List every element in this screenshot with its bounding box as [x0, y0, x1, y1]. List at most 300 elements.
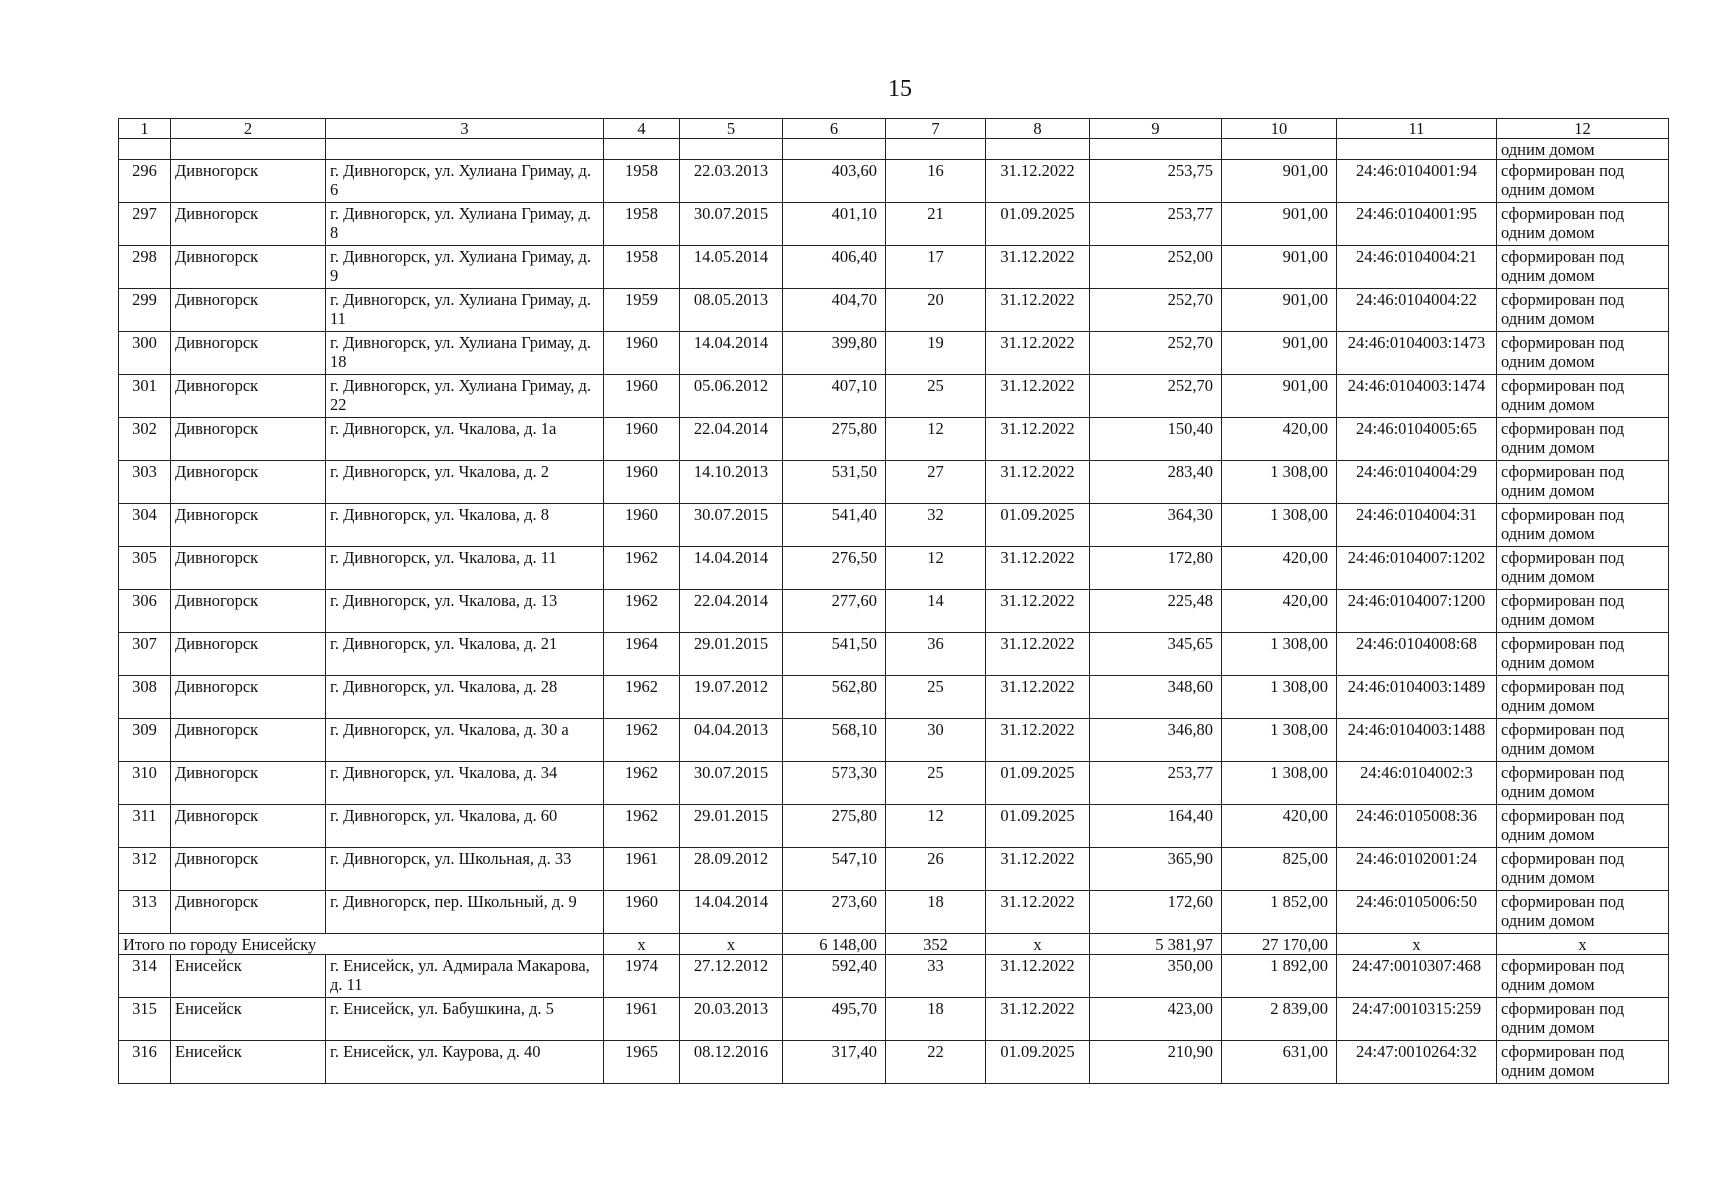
table-row	[119, 955, 1669, 998]
count-cell: 20	[886, 289, 986, 332]
cadastral-number-cell: 24:46:0104002:3	[1337, 762, 1497, 805]
city-cell: Дивногорск	[171, 719, 326, 762]
count-cell: 14	[886, 590, 986, 633]
cadastral-number-cell: 24:46:0104001:94	[1337, 160, 1497, 203]
row-number-cell: 306	[119, 590, 171, 633]
status-cell: сформирован под одним домом	[1497, 633, 1669, 676]
area-cell: 407,10	[783, 375, 886, 418]
row-number-cell: 309	[119, 719, 171, 762]
count-cell: 33	[886, 955, 986, 998]
cadastral-number-cell: 24:46:0105006:50	[1337, 891, 1497, 934]
count-cell: 12	[886, 418, 986, 461]
status-cell: сформирован под одним домом	[1497, 418, 1669, 461]
city-cell: Дивногорск	[171, 375, 326, 418]
table-row	[119, 203, 1669, 246]
cadastral-number-cell: 24:46:0104003:1473	[1337, 332, 1497, 375]
count-cell: 36	[886, 633, 986, 676]
count-cell: 26	[886, 848, 986, 891]
area-cell: 275,80	[783, 418, 886, 461]
date-cell: 14.10.2013	[680, 461, 783, 504]
count-cell: 12	[886, 805, 986, 848]
cadastral-number-cell: 24:46:0104001:95	[1337, 203, 1497, 246]
table-row	[119, 332, 1669, 375]
count-cell: 17	[886, 246, 986, 289]
row-number-cell: 302	[119, 418, 171, 461]
date-cell: 29.01.2015	[680, 805, 783, 848]
deadline-cell: 01.09.2025	[986, 504, 1090, 547]
table-row	[119, 805, 1669, 848]
row-number-cell: 303	[119, 461, 171, 504]
city-cell: Дивногорск	[171, 547, 326, 590]
year-cell: 1962	[604, 719, 680, 762]
count-cell: 12	[886, 547, 986, 590]
header-cell: 10	[1222, 119, 1337, 139]
row-number-cell: 307	[119, 633, 171, 676]
city-cell: Дивногорск	[171, 461, 326, 504]
deadline-cell: 31.12.2022	[986, 676, 1090, 719]
area-cell: 568,10	[783, 719, 886, 762]
address-cell: г. Дивногорск, пер. Школьный, д. 9	[326, 891, 604, 934]
address-cell: г. Дивногорск, ул. Чкалова, д. 28	[326, 676, 604, 719]
area2-cell: 252,70	[1090, 289, 1222, 332]
deadline-cell: 31.12.2022	[986, 955, 1090, 998]
area2-cell: 348,60	[1090, 676, 1222, 719]
deadline-cell: 31.12.2022	[986, 719, 1090, 762]
deadline-cell: 01.09.2025	[986, 762, 1090, 805]
address-cell: г. Дивногорск, ул. Чкалова, д. 11	[326, 547, 604, 590]
area2-cell: 364,30	[1090, 504, 1222, 547]
total-status-cell: х	[1497, 934, 1669, 955]
area2-cell: 172,80	[1090, 547, 1222, 590]
row-number-cell: 310	[119, 762, 171, 805]
land-area-cell: 1 308,00	[1222, 504, 1337, 547]
deadline-cell: 31.12.2022	[986, 590, 1090, 633]
year-cell: 1965	[604, 1041, 680, 1084]
address-cell: г. Дивногорск, ул. Хулиана Гримау, д. 18	[326, 332, 604, 375]
count-cell: 32	[886, 504, 986, 547]
cadastral-number-cell: 24:46:0104007:1200	[1337, 590, 1497, 633]
address-cell: г. Дивногорск, ул. Чкалова, д. 13	[326, 590, 604, 633]
city-cell: Дивногорск	[171, 203, 326, 246]
total-count-cell: 352	[886, 934, 986, 955]
header-cell: 2	[171, 119, 326, 139]
count-cell: 25	[886, 762, 986, 805]
row-number-cell: 300	[119, 332, 171, 375]
total-area2-cell: 5 381,97	[1090, 934, 1222, 955]
header-cell: 3	[326, 119, 604, 139]
total-year-cell: х	[604, 934, 680, 955]
deadline-cell: 31.12.2022	[986, 418, 1090, 461]
deadline-cell: 01.09.2025	[986, 1041, 1090, 1084]
date-cell: 20.03.2013	[680, 998, 783, 1041]
address-cell: г. Дивногорск, ул. Хулиана Гримау, д. 11	[326, 289, 604, 332]
total-label: Итого по городу Енисейску	[119, 934, 604, 955]
area2-cell: 253,75	[1090, 160, 1222, 203]
area-cell: 273,60	[783, 891, 886, 934]
area-cell: 531,50	[783, 461, 886, 504]
date-cell: 08.05.2013	[680, 289, 783, 332]
cadastral-number-cell: 24:46:0104003:1488	[1337, 719, 1497, 762]
year-cell: 1958	[604, 246, 680, 289]
date-cell: 27.12.2012	[680, 955, 783, 998]
city-cell: Дивногорск	[171, 246, 326, 289]
address-cell: г. Дивногорск, ул. Хулиана Гримау, д. 22	[326, 375, 604, 418]
total-deadline-cell: х	[986, 934, 1090, 955]
area-cell: 277,60	[783, 590, 886, 633]
area2-cell: 252,00	[1090, 246, 1222, 289]
year-cell: 1960	[604, 461, 680, 504]
deadline-cell: 31.12.2022	[986, 848, 1090, 891]
deadline-cell: 31.12.2022	[986, 461, 1090, 504]
status-cell: сформирован под одним домом	[1497, 332, 1669, 375]
date-cell: 14.05.2014	[680, 246, 783, 289]
year-cell: 1962	[604, 676, 680, 719]
row-number-cell: 315	[119, 998, 171, 1041]
area-cell: 547,10	[783, 848, 886, 891]
city-cell: Дивногорск	[171, 160, 326, 203]
land-area-cell: 901,00	[1222, 289, 1337, 332]
year-cell: 1962	[604, 547, 680, 590]
area2-cell: 350,00	[1090, 955, 1222, 998]
date-cell: 30.07.2015	[680, 504, 783, 547]
count-cell: 25	[886, 375, 986, 418]
area-cell: 317,40	[783, 1041, 886, 1084]
address-cell: г. Дивногорск, ул. Чкалова, д. 2	[326, 461, 604, 504]
area2-cell: 423,00	[1090, 998, 1222, 1041]
area-cell: 403,60	[783, 160, 886, 203]
status-cell: сформирован под одним домом	[1497, 805, 1669, 848]
deadline-cell: 31.12.2022	[986, 998, 1090, 1041]
count-cell: 18	[886, 998, 986, 1041]
year-cell: 1962	[604, 805, 680, 848]
housing-registry-table	[118, 118, 1669, 1084]
area2-cell: 150,40	[1090, 418, 1222, 461]
count-cell: 22	[886, 1041, 986, 1084]
page-number: 15	[888, 76, 912, 102]
date-cell: 28.09.2012	[680, 848, 783, 891]
city-cell: Дивногорск	[171, 504, 326, 547]
row-number-cell: 304	[119, 504, 171, 547]
header-cell: 11	[1337, 119, 1497, 139]
header-cell: 7	[886, 119, 986, 139]
address-cell: г. Дивногорск, ул. Хулиана Гримау, д. 8	[326, 203, 604, 246]
total-row	[119, 934, 1669, 955]
land-area-cell: 2 839,00	[1222, 998, 1337, 1041]
date-cell: 30.07.2015	[680, 762, 783, 805]
address-cell: г. Дивногорск, ул. Чкалова, д. 21	[326, 633, 604, 676]
date-cell: 14.04.2014	[680, 891, 783, 934]
year-cell: 1960	[604, 418, 680, 461]
year-cell: 1958	[604, 160, 680, 203]
area2-cell: 172,60	[1090, 891, 1222, 934]
deadline-cell: 31.12.2022	[986, 375, 1090, 418]
year-cell: 1962	[604, 590, 680, 633]
status-cell: сформирован под одним домом	[1497, 246, 1669, 289]
area-cell: 592,40	[783, 955, 886, 998]
land-area-cell: 420,00	[1222, 805, 1337, 848]
status-cell: сформирован под одним домом	[1497, 375, 1669, 418]
area2-cell: 283,40	[1090, 461, 1222, 504]
date-cell: 05.06.2012	[680, 375, 783, 418]
address-cell: г. Дивногорск, ул. Чкалова, д. 8	[326, 504, 604, 547]
area2-cell: 253,77	[1090, 762, 1222, 805]
date-cell: 30.07.2015	[680, 203, 783, 246]
table-row	[119, 590, 1669, 633]
header-cell: 5	[680, 119, 783, 139]
area2-cell: 346,80	[1090, 719, 1222, 762]
date-cell: 29.01.2015	[680, 633, 783, 676]
header-cell: 4	[604, 119, 680, 139]
header-cell: 12	[1497, 119, 1669, 139]
header-cell: 8	[986, 119, 1090, 139]
land-area-cell: 901,00	[1222, 246, 1337, 289]
status-cell: сформирован под одним домом	[1497, 547, 1669, 590]
area-cell: 562,80	[783, 676, 886, 719]
year-cell: 1960	[604, 375, 680, 418]
count-cell: 16	[886, 160, 986, 203]
cadastral-number-cell: 24:46:0104004:29	[1337, 461, 1497, 504]
city-cell: Енисейск	[171, 955, 326, 998]
status-cell: сформирован под одним домом	[1497, 590, 1669, 633]
land-area-cell: 901,00	[1222, 160, 1337, 203]
cadastral-number-cell: 24:46:0104005:65	[1337, 418, 1497, 461]
deadline-cell: 31.12.2022	[986, 160, 1090, 203]
count-cell: 30	[886, 719, 986, 762]
year-cell: 1960	[604, 891, 680, 934]
year-cell: 1964	[604, 633, 680, 676]
area2-cell: 225,48	[1090, 590, 1222, 633]
year-cell: 1961	[604, 848, 680, 891]
deadline-cell: 31.12.2022	[986, 246, 1090, 289]
year-cell: 1960	[604, 504, 680, 547]
city-cell: Дивногорск	[171, 418, 326, 461]
table-row	[119, 676, 1669, 719]
status-cell: сформирован под одним домом	[1497, 1041, 1669, 1084]
table-row	[119, 891, 1669, 934]
count-cell: 19	[886, 332, 986, 375]
city-cell: Дивногорск	[171, 762, 326, 805]
year-cell: 1958	[604, 203, 680, 246]
area-cell: 399,80	[783, 332, 886, 375]
cadastral-number-cell: 24:46:0104004:21	[1337, 246, 1497, 289]
area-cell: 406,40	[783, 246, 886, 289]
status-cell: сформирован под одним домом	[1497, 676, 1669, 719]
area-cell: 404,70	[783, 289, 886, 332]
header-cell: 1	[119, 119, 171, 139]
row-number-cell: 316	[119, 1041, 171, 1084]
address-cell: г. Енисейск, ул. Каурова, д. 40	[326, 1041, 604, 1084]
status-cell: одним домом	[1497, 139, 1669, 160]
header-cell: 9	[1090, 119, 1222, 139]
year-cell: 1974	[604, 955, 680, 998]
city-cell: Дивногорск	[171, 590, 326, 633]
row-number-cell: 312	[119, 848, 171, 891]
land-area-cell: 420,00	[1222, 547, 1337, 590]
table-row	[119, 547, 1669, 590]
deadline-cell: 31.12.2022	[986, 633, 1090, 676]
area-cell: 541,40	[783, 504, 886, 547]
deadline-cell: 31.12.2022	[986, 547, 1090, 590]
row-number-cell: 311	[119, 805, 171, 848]
area2-cell: 345,65	[1090, 633, 1222, 676]
area2-cell: 164,40	[1090, 805, 1222, 848]
cadastral-number-cell: 24:47:0010315:259	[1337, 998, 1497, 1041]
status-cell: сформирован под одним домом	[1497, 461, 1669, 504]
city-cell: Дивногорск	[171, 676, 326, 719]
row-number-cell: 297	[119, 203, 171, 246]
city-cell: Енисейск	[171, 998, 326, 1041]
city-cell: Дивногорск	[171, 848, 326, 891]
cadastral-number-cell: 24:46:0104007:1202	[1337, 547, 1497, 590]
count-cell: 21	[886, 203, 986, 246]
address-cell: г. Енисейск, ул. Бабушкина, д. 5	[326, 998, 604, 1041]
year-cell: 1961	[604, 998, 680, 1041]
area-cell: 275,80	[783, 805, 886, 848]
status-cell: сформирован под одним домом	[1497, 160, 1669, 203]
city-cell: Дивногорск	[171, 633, 326, 676]
status-cell: сформирован под одним домом	[1497, 891, 1669, 934]
city-cell: Енисейск	[171, 1041, 326, 1084]
row-number-cell: 301	[119, 375, 171, 418]
deadline-cell: 01.09.2025	[986, 203, 1090, 246]
row-number-cell: 313	[119, 891, 171, 934]
status-cell: сформирован под одним домом	[1497, 955, 1669, 998]
cadastral-number-cell: 24:46:0104008:68	[1337, 633, 1497, 676]
address-cell: г. Дивногорск, ул. Чкалова, д. 1а	[326, 418, 604, 461]
address-cell: г. Енисейск, ул. Адмирала Макарова, д. 11	[326, 955, 604, 998]
row-number-cell: 314	[119, 955, 171, 998]
total-date-cell: х	[680, 934, 783, 955]
date-cell: 04.04.2013	[680, 719, 783, 762]
area2-cell: 365,90	[1090, 848, 1222, 891]
status-cell: сформирован под одним домом	[1497, 998, 1669, 1041]
row-number-cell: 296	[119, 160, 171, 203]
land-area-cell: 901,00	[1222, 203, 1337, 246]
date-cell: 19.07.2012	[680, 676, 783, 719]
status-cell: сформирован под одним домом	[1497, 203, 1669, 246]
land-area-cell: 1 308,00	[1222, 762, 1337, 805]
row-number-cell: 305	[119, 547, 171, 590]
status-cell: сформирован под одним домом	[1497, 504, 1669, 547]
table-row	[119, 762, 1669, 805]
cadastral-number-cell: 24:47:0010307:468	[1337, 955, 1497, 998]
land-area-cell: 1 308,00	[1222, 676, 1337, 719]
cadastral-number-cell: 24:46:0104003:1489	[1337, 676, 1497, 719]
address-cell: г. Дивногорск, ул. Чкалова, д. 30 а	[326, 719, 604, 762]
status-cell: сформирован под одним домом	[1497, 848, 1669, 891]
date-cell: 14.04.2014	[680, 332, 783, 375]
city-cell: Дивногорск	[171, 891, 326, 934]
row-number-cell: 299	[119, 289, 171, 332]
table-row	[119, 375, 1669, 418]
header-cell: 6	[783, 119, 886, 139]
area-cell: 401,10	[783, 203, 886, 246]
year-cell: 1960	[604, 332, 680, 375]
count-cell: 27	[886, 461, 986, 504]
land-area-cell: 1 308,00	[1222, 633, 1337, 676]
cadastral-number-cell: 24:46:0104003:1474	[1337, 375, 1497, 418]
total-cadastral-cell: х	[1337, 934, 1497, 955]
land-area-cell: 631,00	[1222, 1041, 1337, 1084]
deadline-cell: 31.12.2022	[986, 289, 1090, 332]
table-row	[119, 289, 1669, 332]
total-area-cell: 6 148,00	[783, 934, 886, 955]
total-land-cell: 27 170,00	[1222, 934, 1337, 955]
status-cell: сформирован под одним домом	[1497, 719, 1669, 762]
row-number-cell: 298	[119, 246, 171, 289]
date-cell: 22.04.2014	[680, 590, 783, 633]
deadline-cell: 31.12.2022	[986, 332, 1090, 375]
table-row	[119, 1041, 1669, 1084]
city-cell: Дивногорск	[171, 332, 326, 375]
deadline-cell: 31.12.2022	[986, 891, 1090, 934]
table-row	[119, 246, 1669, 289]
year-cell: 1959	[604, 289, 680, 332]
land-area-cell: 901,00	[1222, 332, 1337, 375]
land-area-cell: 1 892,00	[1222, 955, 1337, 998]
city-cell: Дивногорск	[171, 805, 326, 848]
date-cell: 14.04.2014	[680, 547, 783, 590]
status-cell: сформирован под одним домом	[1497, 762, 1669, 805]
table-row	[119, 633, 1669, 676]
row-number-cell: 308	[119, 676, 171, 719]
cadastral-number-cell: 24:46:0102001:24	[1337, 848, 1497, 891]
land-area-cell: 420,00	[1222, 418, 1337, 461]
area2-cell: 210,90	[1090, 1041, 1222, 1084]
count-cell: 25	[886, 676, 986, 719]
status-cell: сформирован под одним домом	[1497, 289, 1669, 332]
table-row	[119, 160, 1669, 203]
area-cell: 541,50	[783, 633, 886, 676]
cadastral-number-cell: 24:47:0010264:32	[1337, 1041, 1497, 1084]
area2-cell: 253,77	[1090, 203, 1222, 246]
address-cell: г. Дивногорск, ул. Чкалова, д. 60	[326, 805, 604, 848]
cadastral-number-cell: 24:46:0104004:31	[1337, 504, 1497, 547]
area-cell: 276,50	[783, 547, 886, 590]
area2-cell: 252,70	[1090, 332, 1222, 375]
cadastral-number-cell: 24:46:0104004:22	[1337, 289, 1497, 332]
land-area-cell: 1 308,00	[1222, 719, 1337, 762]
land-area-cell: 1 852,00	[1222, 891, 1337, 934]
land-area-cell: 1 308,00	[1222, 461, 1337, 504]
count-cell: 18	[886, 891, 986, 934]
date-cell: 22.03.2013	[680, 160, 783, 203]
address-cell: г. Дивногорск, ул. Хулиана Гримау, д. 9	[326, 246, 604, 289]
table-row	[119, 504, 1669, 547]
city-cell: Дивногорск	[171, 289, 326, 332]
continuation-row	[119, 139, 1669, 160]
year-cell: 1962	[604, 762, 680, 805]
address-cell: г. Дивногорск, ул. Хулиана Гримау, д. 6	[326, 160, 604, 203]
area-cell: 495,70	[783, 998, 886, 1041]
land-area-cell: 901,00	[1222, 375, 1337, 418]
date-cell: 08.12.2016	[680, 1041, 783, 1084]
table-row	[119, 848, 1669, 891]
deadline-cell: 01.09.2025	[986, 805, 1090, 848]
date-cell: 22.04.2014	[680, 418, 783, 461]
table-row	[119, 461, 1669, 504]
table-row	[119, 719, 1669, 762]
address-cell: г. Дивногорск, ул. Чкалова, д. 34	[326, 762, 604, 805]
column-number-header	[119, 119, 1669, 139]
table-row	[119, 418, 1669, 461]
cadastral-number-cell: 24:46:0105008:36	[1337, 805, 1497, 848]
address-cell: г. Дивногорск, ул. Школьная, д. 33	[326, 848, 604, 891]
land-area-cell: 420,00	[1222, 590, 1337, 633]
table-row	[119, 998, 1669, 1041]
area-cell: 573,30	[783, 762, 886, 805]
land-area-cell: 825,00	[1222, 848, 1337, 891]
